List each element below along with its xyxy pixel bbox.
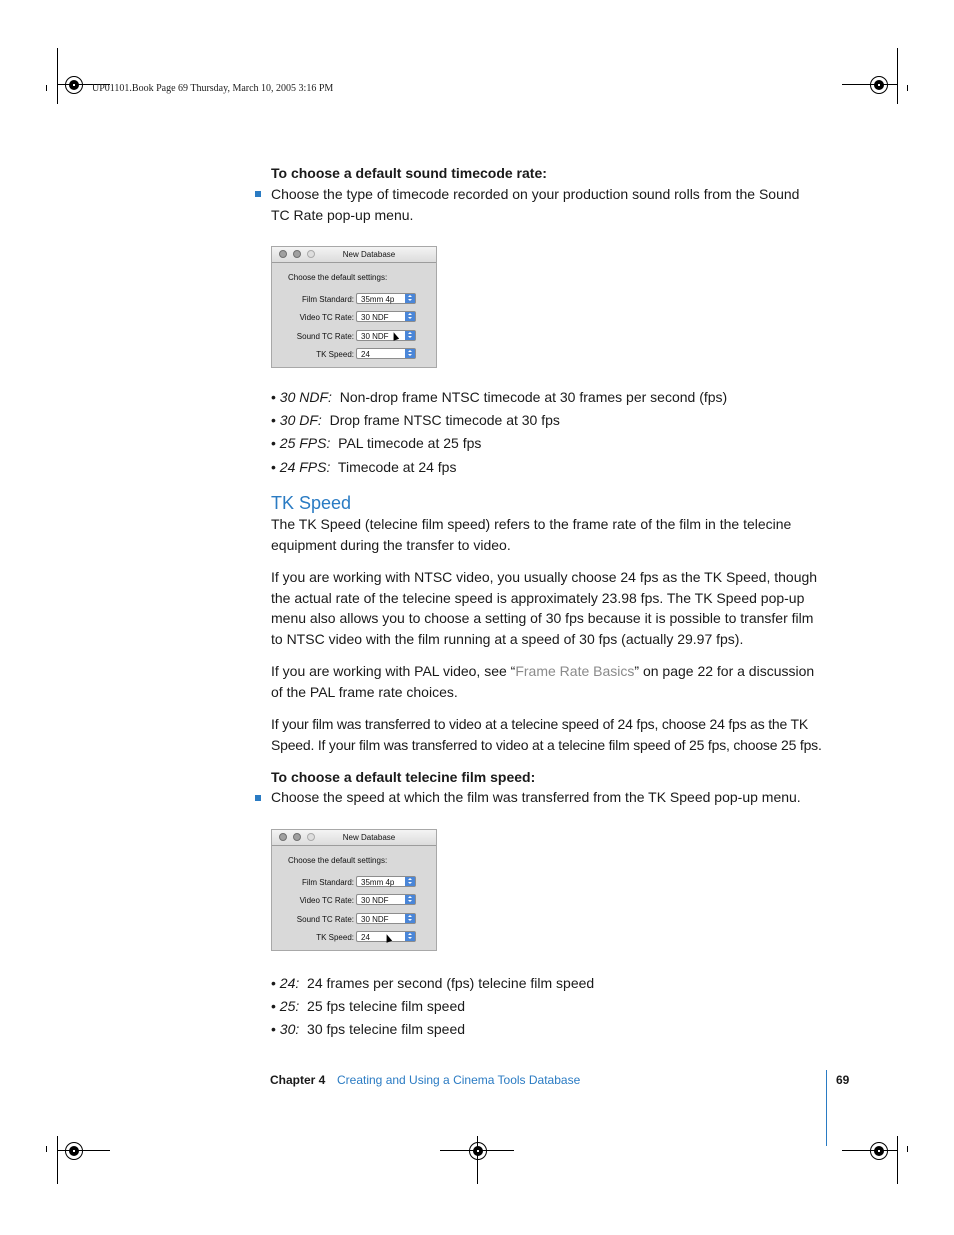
print-slug: UP01101.Book Page 69 Thursday, March 10, 2005 3:16 PM [92, 83, 334, 94]
popup-arrows-icon [405, 312, 415, 321]
popup-arrows-icon [405, 895, 415, 904]
footer-chapter-title: Creating and Using a Cinema Tools Database [337, 1073, 581, 1087]
dialog-title-bar [272, 247, 436, 263]
sound-tc-rate-label: Sound TC Rate: [296, 332, 354, 341]
sound-tc-rate-popup[interactable]: 30 NDF [356, 330, 416, 341]
frame-rate-basics-link[interactable]: Frame Rate Basics [515, 663, 635, 679]
list-item: • 25 FPS: PAL timecode at 25 fps [271, 435, 482, 451]
dialog-prompt: Choose the default settings: [288, 856, 388, 865]
tk-speed-popup[interactable]: 24 [356, 931, 416, 942]
popup-arrows-icon [405, 331, 415, 340]
sound-tc-rate-row [272, 330, 438, 342]
tk-speed-row [272, 348, 438, 360]
task-heading-sound-timecode: To choose a default sound timecode rate: [271, 165, 547, 181]
step-bullet-icon [255, 795, 261, 801]
registration-mark-icon [870, 76, 888, 94]
footer-chapter: Chapter 4 [270, 1073, 326, 1087]
paragraph: If you are working with NTSC video, you usually choose 24 fps as the TK Speed, though the actual rate of the telecine speed is approximately 23.98 fps. The TK Speed pop-up menu also allows you to choose a setting of 30 fps because it is possible to transfer film to NTSC video with the film running at a speed of 30 fps (actually 29.97 fps). [271, 569, 818, 647]
tk-speed-label: TK Speed: [316, 350, 354, 359]
step-text-sound-timecode: Choose the type of timecode recorded on your production sound rolls from the Sound TC Rate pop-up menu. [271, 186, 800, 223]
list-item: • 24: 24 frames per second (fps) telecine film speed [271, 975, 595, 991]
tk-speed-popup[interactable]: 24 [356, 348, 416, 359]
video-tc-rate-label: Video TC Rate: [299, 313, 354, 322]
footer-rule [826, 1070, 827, 1146]
popup-arrows-icon [405, 349, 415, 358]
paragraph: If you are working with PAL video, see “Frame Rate Basics” on page 22 for a discussion of the PAL frame rate choices. [271, 663, 815, 700]
popup-arrows-icon [405, 932, 415, 941]
video-tc-rate-label: Video TC Rate: [299, 896, 354, 905]
list-item: • 25: 25 fps telecine film speed [271, 998, 466, 1014]
tk-speed-label: TK Speed: [316, 933, 354, 942]
step-text-telecine-speed: Choose the speed at which the film was transferred from the TK Speed pop-up menu. [271, 789, 801, 805]
film-standard-popup[interactable]: 35mm 4p [356, 293, 416, 304]
section-title-tk-speed: TK Speed [271, 493, 352, 513]
paragraph: The TK Speed (telecine film speed) refers to the frame rate of the film in the telecine equipment during the transfer to video. [271, 516, 792, 553]
dialog-title: New Database [342, 833, 396, 842]
registration-mark-icon [65, 76, 83, 94]
list-item: • 30 NDF: Non-drop frame NTSC timecode at 30 frames per second (fps) [271, 389, 728, 405]
video-tc-rate-row [272, 894, 438, 906]
new-database-dialog [271, 246, 437, 368]
dialog-title: New Database [342, 250, 396, 259]
registration-mark-icon [469, 1142, 487, 1160]
popup-arrows-icon [405, 914, 415, 923]
film-standard-row [272, 293, 438, 305]
video-tc-rate-popup[interactable]: 30 NDF [356, 894, 416, 905]
dialog-title-bar [272, 830, 436, 846]
dialog-prompt: Choose the default settings: [288, 273, 388, 282]
list-item: • 30: 30 fps telecine film speed [271, 1021, 466, 1037]
page-number: 69 [836, 1073, 850, 1087]
registration-mark-icon [65, 1142, 83, 1160]
film-standard-popup[interactable]: 35mm 4p [356, 876, 416, 887]
task-heading-telecine-speed: To choose a default telecine film speed: [271, 769, 536, 785]
sound-tc-rate-popup[interactable]: 30 NDF [356, 913, 416, 924]
video-tc-rate-row [272, 311, 438, 323]
step-bullet-icon [255, 191, 261, 197]
new-database-dialog [271, 829, 437, 951]
registration-mark-icon [870, 1142, 888, 1160]
film-standard-row [272, 876, 438, 888]
sound-tc-rate-row [272, 913, 438, 925]
list-item: • 30 DF: Drop frame NTSC timecode at 30 fps [271, 412, 560, 428]
video-tc-rate-popup[interactable]: 30 NDF [356, 311, 416, 322]
film-standard-label: Film Standard: [301, 878, 354, 887]
list-item: • 24 FPS: Timecode at 24 fps [271, 459, 457, 475]
popup-arrows-icon [405, 877, 415, 886]
paragraph: If your film was transferred to video at a telecine speed of 24 fps, choose 24 fps as the TK Speed. If your film was transferred to video at a telecine film speed of 25 fps, choose 25 fps. [271, 716, 822, 753]
sound-tc-rate-label: Sound TC Rate: [296, 915, 354, 924]
popup-arrows-icon [405, 294, 415, 303]
film-standard-label: Film Standard: [301, 295, 354, 304]
tk-speed-row [272, 931, 438, 943]
